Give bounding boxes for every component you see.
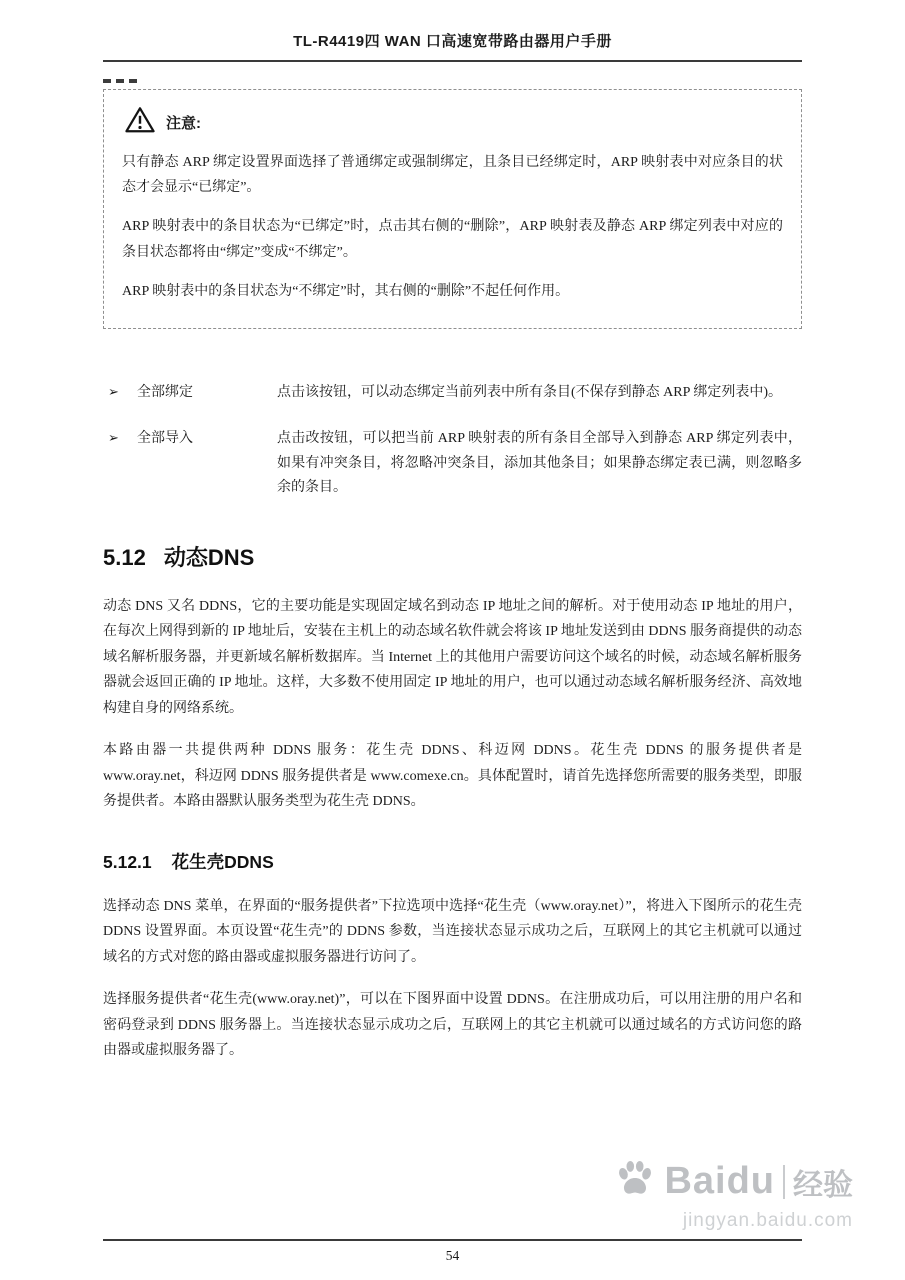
note-header — [122, 100, 783, 136]
list-item — [103, 381, 802, 406]
body-paragraph: 选择服务提供者“花生壳(www.oray.net)”，可以在下图界面中设置 DDNS。在注册成功后，可以用注册的用户名和密码登录到 DDNS 服务器上。当连接状态显示成功之后，互联网上的其它主机就可以通过域名的方式访问您的路由器或虚拟服务器了。 — [103, 992, 802, 1059]
arrow-bullet-icon: ➢ — [108, 383, 119, 399]
note-paragraph: ARP 映射表中的条目状态为“已绑定”时，点击其右侧的“删除”，ARP 映射表及静态 ARP 绑定列表中对应的条目状态都将由“绑定”变成“不绑定”。 — [122, 219, 783, 260]
page-number: 54 — [445, 1248, 460, 1263]
bullet-description: 点击改按钮，可以把当前 ARP 映射表的所有条目全部导入到静态 ARP 绑定列表中，如果有冲突条目，将忽略冲突条目，添加其他条目；如果静态绑定表已满，则忽略多余的条目。 — [277, 431, 802, 496]
document-title: TL-R4419四 WAN 口高速宽带路由器用户手册 — [293, 33, 612, 50]
bullet-description: 点击该按钮，可以动态绑定当前列表中所有条目(不保存到静态 ARP 绑定列表中)。 — [277, 384, 783, 400]
watermark-divider — [783, 1165, 785, 1199]
header-rule — [103, 60, 802, 62]
bullet-term: 全部绑定 — [137, 384, 193, 400]
note-paragraph: ARP 映射表中的条目状态为“不绑定”时，其右侧的“删除”不起任何作用。 — [122, 283, 570, 299]
note-paragraph: 只有静态 ARP 绑定设置界面选择了普通绑定或强制绑定，且条目已经绑定时，ARP 映射表中对应条目的状态才会显示“已绑定”。 — [122, 155, 783, 196]
paw-icon — [614, 1158, 656, 1205]
watermark-brand: Baidu — [664, 1160, 775, 1202]
watermark-suffix: 经验 — [793, 1168, 853, 1202]
watermark-url: jingyan.baidu.com — [682, 1210, 853, 1231]
section-number: 5.12 — [103, 544, 146, 570]
subsection-heading — [103, 849, 802, 874]
footer-rule — [103, 1239, 802, 1241]
bullet-term: 全部导入 — [137, 431, 193, 447]
decorative-dashes — [103, 79, 137, 83]
baidu-watermark — [614, 1158, 853, 1232]
arrow-bullet-icon: ➢ — [108, 430, 119, 446]
section-heading — [103, 541, 802, 572]
note-box — [103, 89, 802, 329]
body-paragraph: 动态 DNS 又名 DDNS，它的主要功能是实现固定域名到动态 IP 地址之间的解析。对于使用动态 IP 地址的用户，在每次上网得到新的 IP 地址后，安装在主机上的动态域名软件就会将该 IP 地址发送到由 DDNS 服务商提供的动态域名解析服务器，并更新域名解析数据库。当 Internet 上的其他用户需要访问这个域名的时候，动态域名解析服务器就会返回正确的 IP 地址。这样，大多数不使用固定 IP 地址的用户，也可以通过动态域名解析服务经济、高效地构建自身的网络系统。 — [103, 598, 802, 716]
page-header — [103, 0, 802, 62]
note-label: 注意: — [166, 115, 201, 132]
watermark-logo-row — [614, 1158, 853, 1205]
body-paragraph: 本路由器一共提供两种 DDNS 服务：花生壳 DDNS、科迈网 DDNS。花生壳 DDNS 的服务提供者是 www.oray.net，科迈网 DDNS 服务提供者是 www.comexe.cn。具体配置时，请首先选择您所需要的服务类型，即服务提供者。本路由器默认服务类型为花生壳 DDNS。 — [103, 743, 802, 810]
page-footer — [103, 1239, 802, 1264]
subsection-title: 花生壳DDNS — [171, 851, 274, 872]
warning-triangle-icon — [124, 106, 156, 134]
bullet-list — [103, 381, 802, 501]
section-title: 动态DNS — [163, 544, 255, 570]
list-item — [103, 427, 802, 501]
body-paragraph: 选择动态 DNS 菜单，在界面的“服务提供者”下拉选项中选择“花生壳（www.oray.net）”，将进入下图所示的花生壳 DDNS 设置界面。本页设置“花生壳”的 DDNS 参数，当连接状态显示成功之后，互联网上的其它主机就可以通过域名的方式对您的路由器或虚拟服务器进行访问了。 — [103, 898, 802, 965]
subsection-number: 5.12.1 — [103, 851, 152, 872]
